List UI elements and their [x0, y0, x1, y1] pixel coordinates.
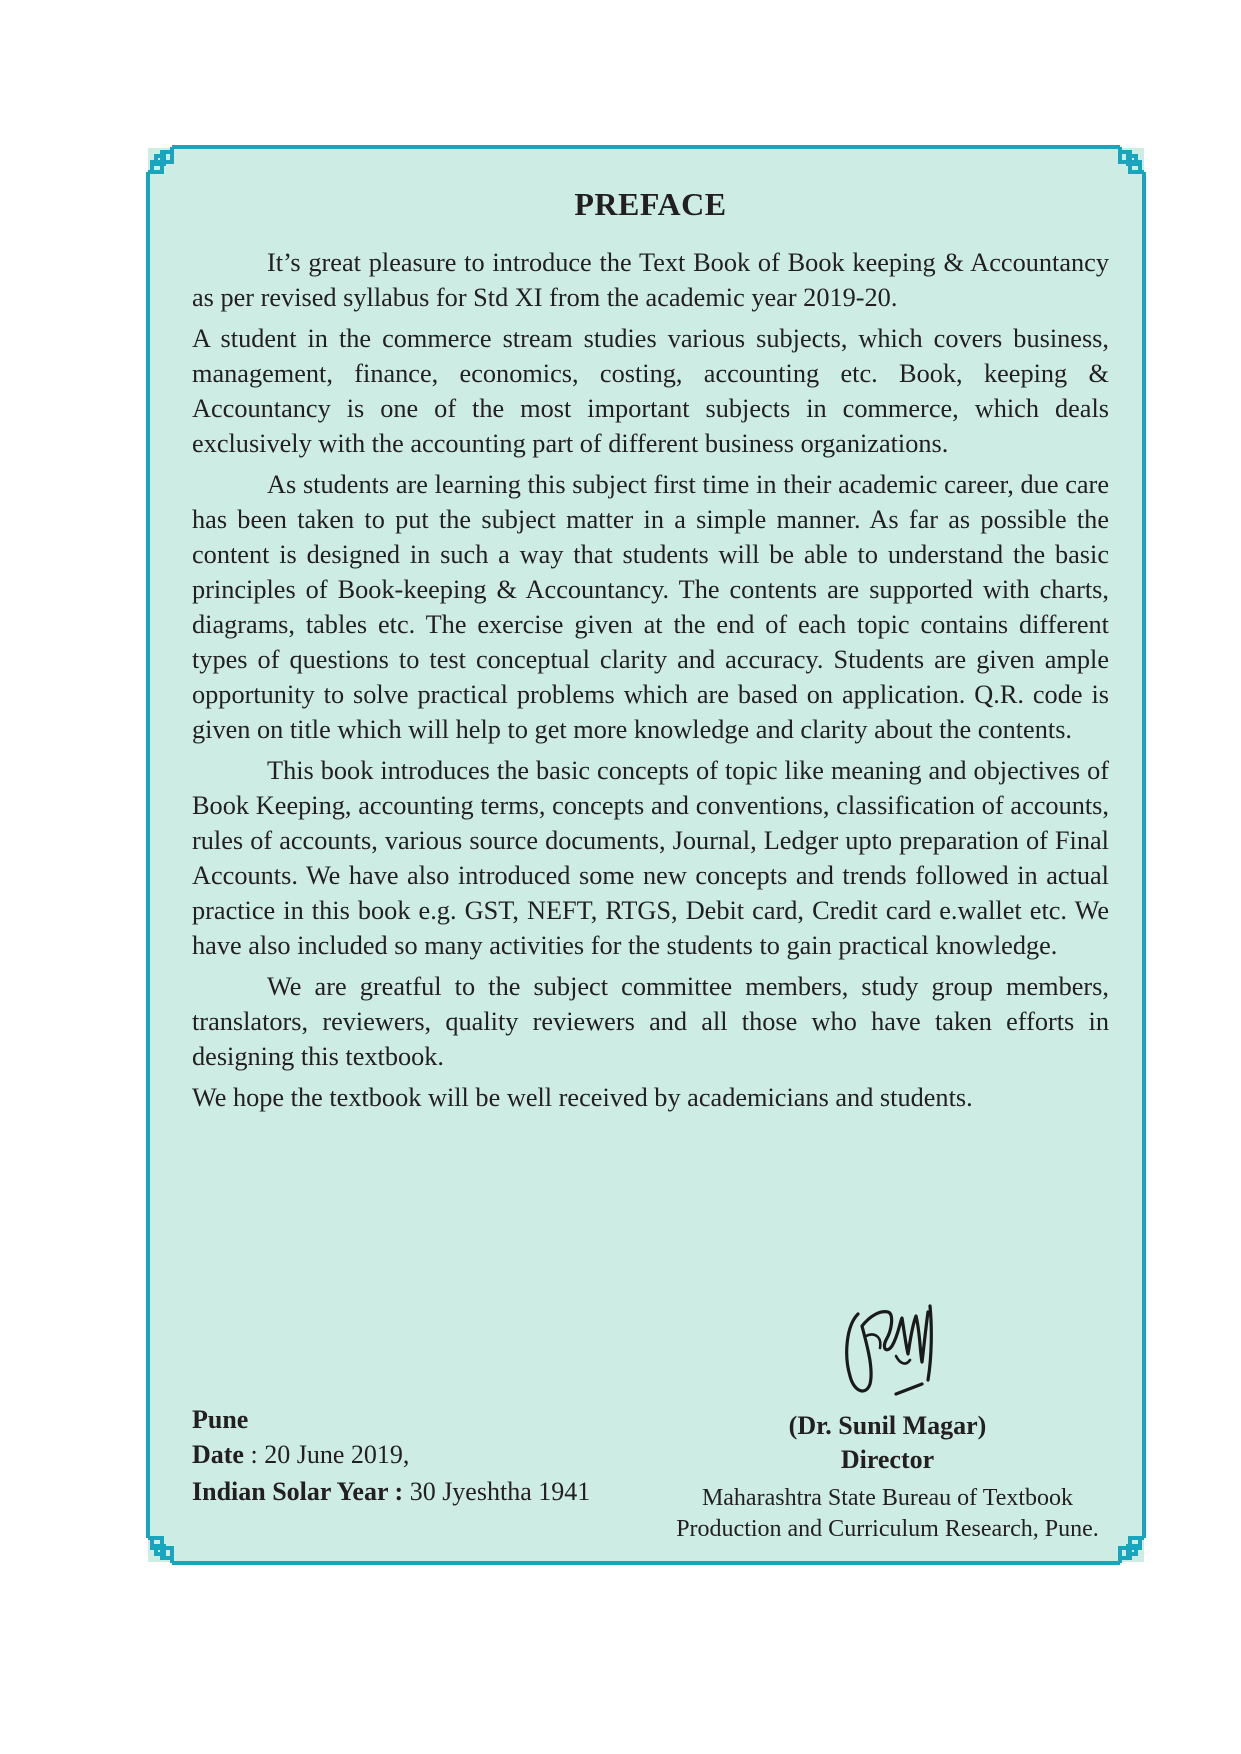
- paragraph-book-topics: This book introduces the basic concepts of topic like meaning and objectives of Book Keeping, accounting terms, concepts and conventions, classification of accounts, rules of accounts, various source documents, Journal, Ledger upto preparation of Final Accounts. We have also introduced some new concepts and trends followed in actual practice in this book e.g. GST, NEFT, RTGS, Debit card, Credit card e.wallet etc. We have also included so many activities for the students to gain practical knowledge.: [192, 756, 1109, 960]
- preface-body: [192, 186, 1109, 1121]
- paragraph-acknowledgement: We are greatful to the subject committee members, study group members, translators, reviewers, quality reviewers and all those who have taken efforts in designing this textbook.: [192, 972, 1109, 1071]
- signatory-block: [660, 1409, 1115, 1545]
- paragraph-intro: It’s great pleasure to introduce the Text Book of Book keeping & Accountancy as per revised syllabus for Std XI from the academic year 2019-20.: [192, 248, 1109, 312]
- page-title: PREFACE: [574, 186, 727, 222]
- solar-year-value: 30 Jyeshtha 1941: [403, 1477, 591, 1506]
- signatory-title: Director: [840, 1445, 935, 1474]
- signatory-name: (Dr. Sunil Magar): [788, 1411, 987, 1440]
- date-label: Date: [192, 1440, 244, 1469]
- signature-image: [836, 1296, 946, 1406]
- solar-year-label: Indian Solar Year :: [192, 1477, 404, 1506]
- signatory-organization: [660, 1483, 1115, 1545]
- paragraph-closing: We hope the textbook will be well received by academicians and students.: [192, 1083, 973, 1112]
- paragraph-commerce: A student in the commerce stream studies various subjects, which covers business, management, finance, economics, costing, accounting etc. Book, keeping & Accountancy is one of the most important subjects in commerce, which deals exclusively with the accounting part of different business organizations.: [192, 324, 1109, 458]
- date-value: : 20 June 2019,: [243, 1440, 410, 1469]
- organization-line-2: Production and Curriculum Research, Pune.: [676, 1516, 1099, 1542]
- place-label: Pune: [192, 1405, 249, 1434]
- date-line: [192, 1437, 590, 1472]
- organization-line-1: Maharashtra State Bureau of Textbook: [701, 1485, 1074, 1511]
- solar-year-line: [192, 1474, 590, 1509]
- paragraph-content-design: As students are learning this subject first time in their academic career, due care has been taken to put the subject matter in a simple manner. As far as possible the content is designed in such a way that students will be able to understand the basic principles of Book-keeping & Accountancy. The contents are supported with charts, diagrams, tables etc. The exercise given at the end of each topic contains different types of questions to test conceptual clarity and accuracy. Students are given ample opportunity to solve practical problems which are based on application. Q.R. code is given on title which will help to get more knowledge and clarity about the contents.: [192, 470, 1109, 744]
- place-date-block: [192, 1402, 590, 1509]
